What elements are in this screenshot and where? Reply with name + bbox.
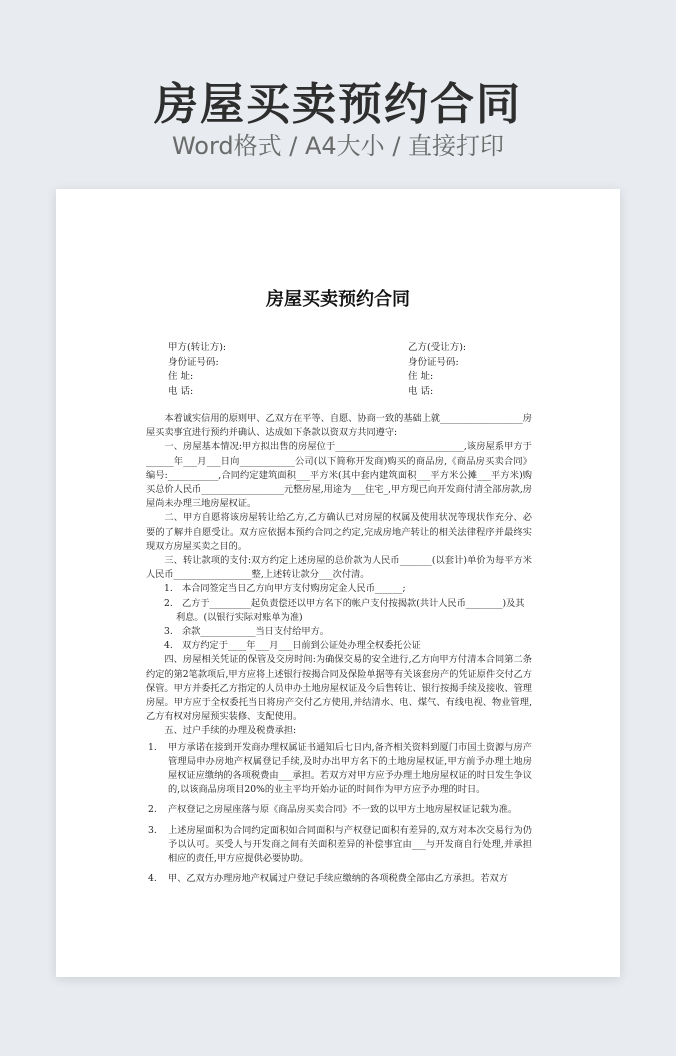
clause-1: 一、房屋基本情况:甲方拟出售的房屋位于____________________________,该房屋系甲方于______年___月___日向____________公司(以下简称开发商)购买的商品房,《商品房买卖合同》编号:___________,合同约定建筑面积___平方米(其中套内建筑面积___平方米公摊___平方米)购买总价人民币__________________元整房屋,用途为___住宅_,甲方现已向开发商付清全部房款,房屋尚未办理三地房屋权证。 bbox=[146, 441, 532, 510]
payment-item-3: 3. 余款____________当日支付给甲方。 bbox=[164, 626, 329, 638]
payment-item-4: 4. 双方约定于____年___月___日前到公证处办理全权委托公证 bbox=[164, 640, 421, 652]
item-text: 甲方承诺在接到开发商办理权属证书通知后七日内,备齐相关资料到厦门市国土资源与房产管理局申办房地产权属登记手续,及时办出甲方名下的土地房屋权证,甲方前予办理土地房屋权证应缴纳的各项税费由___承担。若双方对甲方应予办理土地房屋权证的时日发生争议的,以该商品房项目20%的业主平均开始办证的时间作为甲方应予办理的时日。 bbox=[168, 741, 532, 796]
promo-title: 房屋买卖预约合同 bbox=[154, 79, 522, 130]
document-title: 房屋买卖预约合同 bbox=[266, 289, 410, 310]
clause-3: 三、转让款项的支付:双方约定上述房屋的总价款为人民币_______(以套计)单价为每平方米人民币_________________整,上述转让款分___次付清。 bbox=[146, 555, 532, 581]
contract-body bbox=[146, 412, 532, 893]
party-a-name: 甲方(转让方): bbox=[168, 342, 227, 353]
document-page bbox=[56, 189, 620, 977]
party-a-block bbox=[168, 341, 226, 399]
item-text: 甲、乙双方办理房地产权属过户登记手续应缴纳的各项税费全部由乙方承担。若双方 bbox=[168, 873, 508, 885]
party-b-name: 乙方(受让方): bbox=[408, 342, 467, 353]
party-a-phone: 电 话: bbox=[168, 385, 194, 397]
item-text: 产权登记之房屋座落与原《商品房买卖合同》不一致的以甲方土地房屋权证记载为准。 bbox=[168, 804, 518, 816]
clause-5-heading: 五、过户手续的办理及税费承担: bbox=[164, 725, 297, 737]
clause-5-item bbox=[146, 741, 532, 798]
payment-item-1: 1. 本合同签定当日乙方向甲方支付购房定金人民币______; bbox=[164, 583, 406, 595]
item-number: 2. bbox=[148, 804, 157, 816]
item-number: 3. bbox=[148, 824, 157, 836]
clause-5-item bbox=[146, 872, 532, 886]
party-a-id: 身份证号码: bbox=[168, 356, 219, 368]
item-number: 1. bbox=[148, 741, 157, 753]
party-b-phone: 电 话: bbox=[408, 385, 434, 397]
promo-subtitle: Word格式 / A4大小 / 直接打印 bbox=[171, 132, 505, 160]
clause-5-item bbox=[146, 824, 532, 867]
party-a-address: 住 址: bbox=[168, 371, 194, 382]
clause-5-item bbox=[146, 803, 532, 817]
clause-4: 四、房屋相关凭证的保管及交房时间:为确保交易的安全进行,乙方向甲方付清本合同第二条约定的第2笔款项后,甲方应将上述银行按揭合同及保险单据等有关该套房产的凭证原件交付乙方保管。甲方并委托乙方指定的人员申办土地房屋权证及今后售转让、银行按揭手续及接收、管理房屋。甲方应于全权委托当日将房产交付乙方使用,并结清水、电、煤气、有线电视、物业管理,乙方有权对房屋预实装修、支配使用。 bbox=[146, 654, 532, 723]
item-text: 上述房屋面积为合同约定面积如合同面积与产权登记面积有差异的,双方对本次交易行为仍予以认可。买受人与开发商之间有关面积差异的补偿事宜由___与开发商自行处理,并承担相应的责任,甲方应提供必要协助。 bbox=[168, 824, 532, 865]
party-b-address: 住 址: bbox=[408, 371, 434, 382]
item-number: 4. bbox=[148, 873, 157, 885]
payment-item-2: 2. 乙方于_________起负责偿还以甲方名下的帐户支付按揭款(共计人民币________)及其利息。(以银行实际对账单为准) bbox=[164, 597, 525, 623]
clause-2: 二、甲方自愿将该房屋转让给乙方,乙方确认已对房屋的权属及使用状况等现状作充分、必要的了解并自愿受让。双方应依据本预约合同之约定,完成房地产转让的相关法律程序并最终实现双方房屋买卖之目的。 bbox=[146, 512, 532, 552]
party-b-id: 身份证号码: bbox=[408, 356, 459, 368]
intro-paragraph: 本着诚实信用的原则甲、乙双方在平等、自愿、协商一致的基础上就__________________房屋买卖事宜进行预约并确认、达成如下条款以资双方共同遵守: bbox=[146, 413, 532, 439]
party-b-block bbox=[408, 341, 466, 399]
